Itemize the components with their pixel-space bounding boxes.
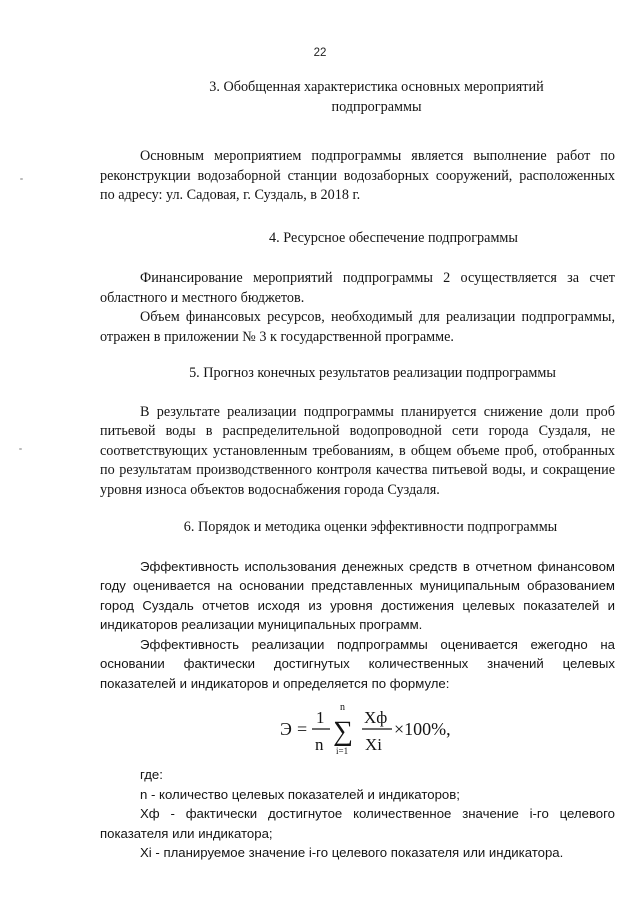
definition-xf: Хф - фактически достигнутое количественное значение i-го целевого показателя или индикатора; [100, 806, 615, 841]
definition-n: n - количество целевых показателей и индикаторов; [140, 786, 460, 802]
section-3-title [100, 78, 615, 117]
scan-speck [20, 178, 23, 180]
section-6 [100, 518, 615, 863]
scan-speck [19, 448, 22, 450]
formula-frac-denominator: n [315, 735, 324, 754]
formula-where-label: где: [140, 767, 163, 782]
section-5 [100, 364, 615, 500]
page-number: 22 [313, 47, 327, 59]
formula-ratio-denominator: Хi [365, 735, 382, 754]
formula-sum-upper: n [340, 702, 345, 713]
section-5-paragraph: В результате реализации подпрограммы планируется снижение доли проб питьевой воды в распределительной водопроводной сети города Суздаля, не соответствующих установленным требованиям, в общем объеме проб, отобранных по результатам производственного контроля качества питьевой воды, и сокращение уровня износа объектов водоснабжения города Суздаля. [100, 403, 615, 498]
section-3-title-line1: 3. Обобщенная характеристика основных мероприятий [209, 79, 544, 95]
section-4-title: 4. Ресурсное обеспечение подпрограммы [269, 229, 518, 246]
formula-frac-numerator: 1 [316, 708, 325, 727]
definition-xi: Хi - планируемое значение i-го целевого показателя или индикатора. [140, 845, 564, 860]
section-4-paragraph-1: Финансирование мероприятий подпрограммы 2 осуществляется за счет областного и местного бюджетов. [100, 270, 615, 306]
section-6-paragraph-1: Эффективность использования денежных средств в отчетном финансовом году оценивается на основании представленных муниципальным образованием город Суздаль отчетов исходя из уровня достижения целевых показателей и индикаторов реализации муниципальных программ. [100, 558, 615, 632]
section-4 [100, 229, 615, 348]
formula-sigma: ∑ [333, 716, 353, 747]
section-5-title: 5. Прогноз конечных результатов реализации подпрограммы [189, 365, 556, 381]
section-6-title: 6. Порядок и методика оценки эффективности подпрограммы [183, 519, 558, 535]
formula-tail: ×100%, [394, 719, 451, 739]
efficiency-formula [100, 697, 615, 759]
formula-equals: = [297, 719, 308, 739]
section-3-title-line2: подпрограммы [331, 98, 422, 115]
formula-sum-lower: i=1 [336, 746, 349, 756]
section-3 [100, 78, 615, 206]
formula-lhs: Э [280, 719, 292, 739]
section-6-paragraph-2: Эффективность реализации подпрограммы оценивается ежегодно на основании фактически достигнутых количественных значений целевых показателей и индикаторов и определяется по формуле: [100, 636, 615, 691]
formula-ratio-numerator: Хф [364, 708, 388, 727]
document-body [100, 78, 615, 863]
section-4-paragraph-2: Объем финансовых ресурсов, необходимый для реализации подпрограммы, отражен в приложении № 3 к государственной программе. [100, 309, 615, 345]
section-3-paragraph: Основным мероприятием подпрограммы является выполнение работ по реконструкции водозаборной станции водозаборных сооружений, расположенных по адресу: ул. Садовая, г. Суздаль, в 2018 г. [100, 148, 615, 203]
